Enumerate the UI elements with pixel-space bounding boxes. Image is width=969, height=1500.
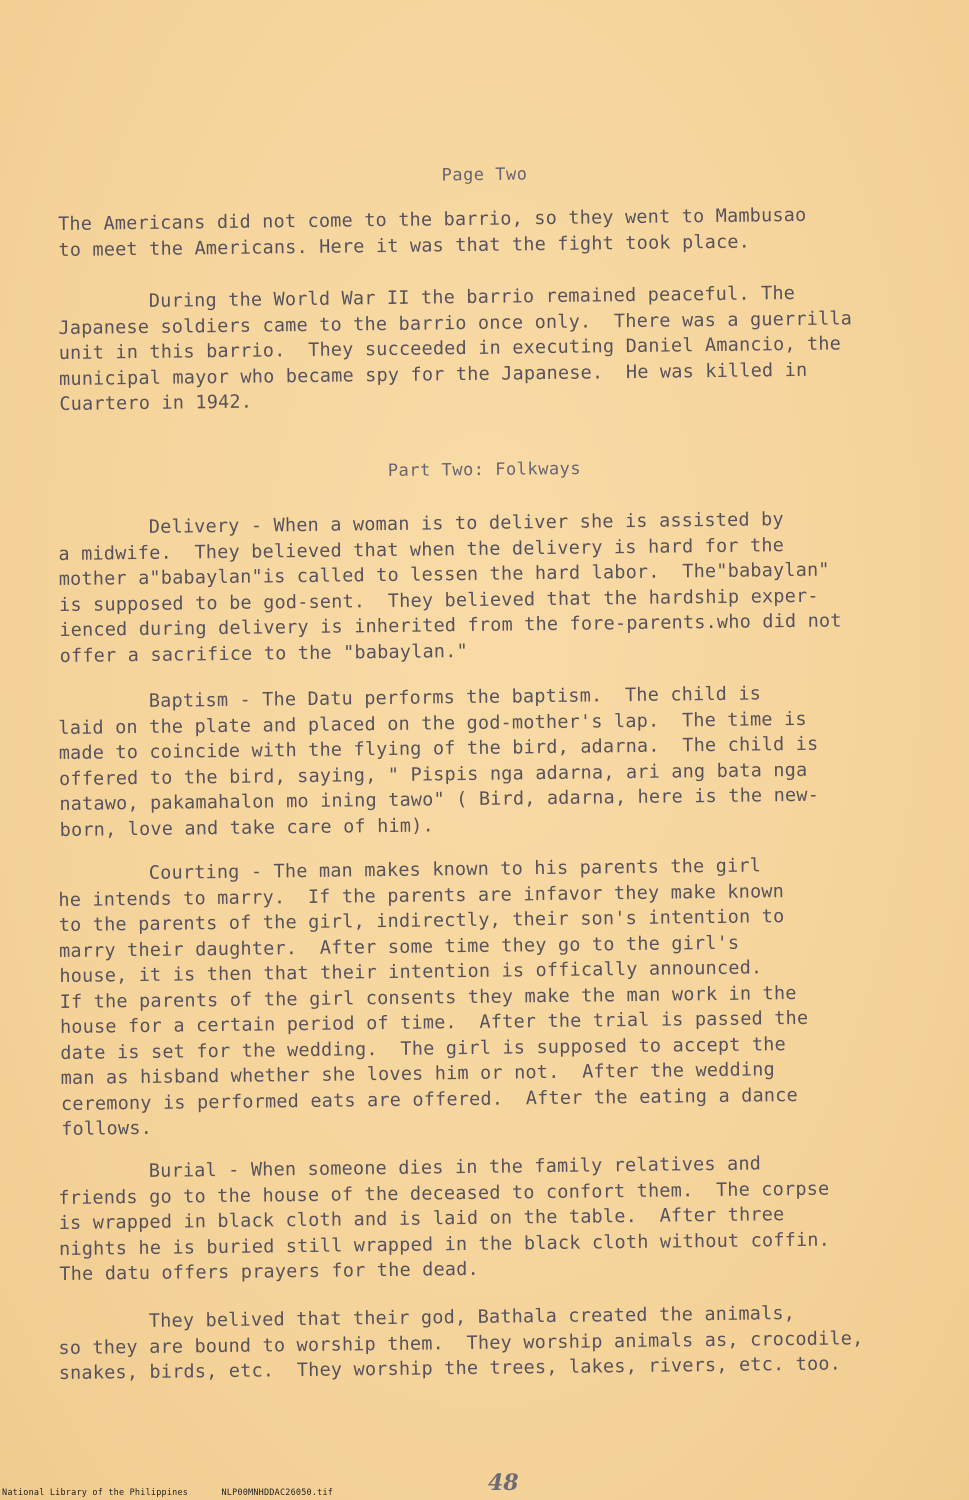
paragraph-world-war: During the World War II the barrio remained peaceful. The Japanese soldiers came to the barrio once only. There was a guerrilla unit in this barrio. They succeeded in executing Daniel Amancio, the municipal mayor who became spy for the Japanese. He was killed in Cuartero in 1942. (58, 282, 853, 415)
paragraph-worship: They belived that their god, Bathala created the animals, so they are bound to worship them. They worship animals as, crocodile, snakes, birds, etc. They worship the trees, lakes, rivers, etc. too. (58, 1302, 864, 1384)
paragraph-delivery: Delivery - When a woman is to deliver she is assisted by a midwife. They believed that when the delivery is hard for the mother a"babaylan"is called to lessen the hard labor. The"babaylan" is supposed to be god-sent. They believed that the hardship exper- ienced during delivery is inherited from the fore-parents.who did not offer a sacrifice to the "babaylan." (58, 509, 842, 667)
footer-filename: NLP00MNHDDAC26050.tif (221, 1488, 334, 1498)
scan-footer (2, 1488, 361, 1498)
footer-library: National Library of the Philippines (2, 1488, 189, 1498)
paragraph-courting: Courting - The man makes known to his parents the girl he intends to marry. If the parents are infavor they make known to the parents of the girl, indirectly, their son's intention to marry their daughter. After some time they go to the girl's house, it is then that their intention is offically announced. If the parents of the girl consents they make the man work in the house for a certain period of time. After the trial is passed the date is set for the wedding. The girl is supposed to accept the man as hisband whether she loves him or not. After the wedding ceremony is performed eats are offered. After the eating a dance follows. (58, 855, 809, 1140)
page-heading: Page Two (441, 164, 528, 186)
page-number: 48 (488, 1470, 519, 1496)
paragraph-burial: Burial - When someone dies in the family relatives and friends go to the house of the deceased to confort them. The corpse is wrapped in black cloth and is laid on the table. After three nights he is buried still wrapped in the black cloth without coffin. The datu offers prayers for the dead. (58, 1153, 831, 1285)
section-heading: Part Two: Folkways (387, 458, 582, 482)
paragraph-baptism: Baptism - The Datu performs the baptism. The child is laid on the plate and placed on the god-mother's lap. The time is made to coincide with the flying of the bird, adarna. The child is offered to the bird, saying, " Pispis nga adarna, ari ang bata nga natawo, pakamahalon mo ining tawo" ( Bird, adarna, here is the new- born, love and take care of him). (58, 683, 820, 841)
paragraph-americans: The Americans did not come to the barrio, so they went to Mambusao to meet the Americans. Here it was that the fight took place. (58, 204, 807, 261)
